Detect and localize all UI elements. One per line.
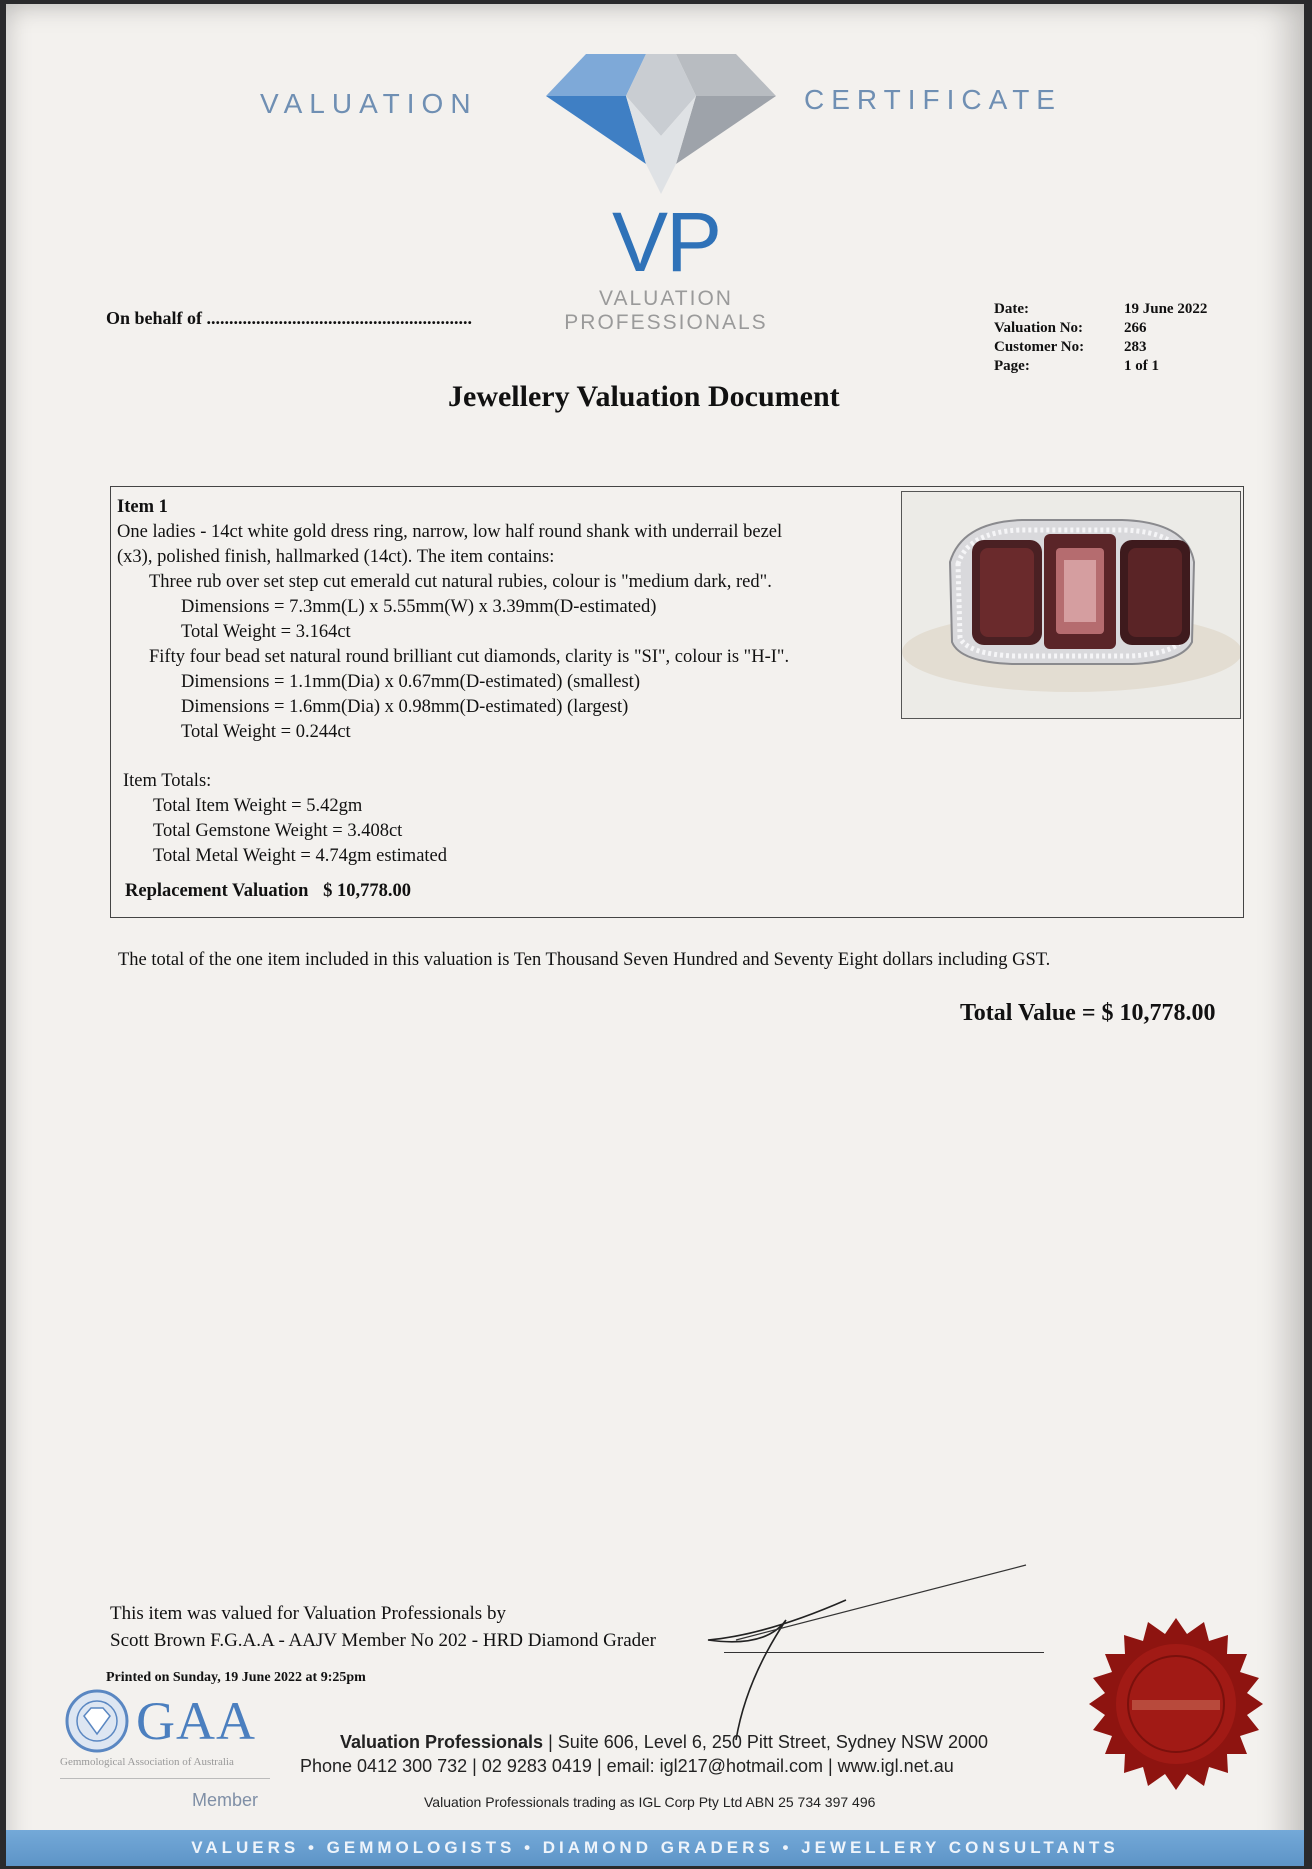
meta-date-value: 19 June 2022 — [1124, 301, 1208, 317]
red-seal-icon — [1084, 1614, 1268, 1798]
footer-band-text: VALUERS • GEMMOLOGISTS • DIAMOND GRADERS • JEWELLERY CONSULTANTS — [191, 1838, 1119, 1857]
footer-band — [6, 1830, 1304, 1866]
valuer-block — [110, 1600, 656, 1654]
ruby-weight: Total Weight = 3.164ct — [181, 622, 351, 642]
ruby-line: Three rub over set step cut emerald cut natural rubies, colour is "medium dark, red". — [149, 572, 772, 592]
total-value: Total Value = $ 10,778.00 — [960, 1000, 1216, 1026]
diamond-dimensions-largest: Dimensions = 1.6mm(Dia) x 0.98mm(D-estimated) (largest) — [181, 697, 629, 717]
meta-valno-value: 266 — [1124, 320, 1147, 336]
meta-block — [994, 300, 1207, 376]
replacement-value: $ 10,778.00 — [323, 881, 411, 901]
item-heading: Item 1 — [117, 497, 168, 517]
meta-date-label: Date: — [994, 301, 1029, 317]
total-metal-weight: Total Metal Weight = 4.74gm estimated — [153, 846, 448, 866]
ring-photo-icon — [902, 492, 1240, 718]
ring-photo — [901, 491, 1241, 719]
meta-page-label: Page: — [994, 358, 1030, 374]
logo-letters: VP — [612, 195, 721, 289]
meta-page-row — [994, 357, 1207, 376]
meta-custno-row — [994, 338, 1207, 357]
diamond-logo-icon — [546, 54, 776, 199]
meta-page-value: 1 of 1 — [1124, 358, 1159, 374]
logo-subtitle-line-2: PROFESSIONALS — [564, 311, 768, 334]
footer-trading: Valuation Professionals trading as IGL Corp Pty Ltd ABN 25 734 397 496 — [424, 1794, 876, 1810]
meta-date-row — [994, 300, 1207, 319]
replacement-label: Replacement Valuation — [125, 881, 309, 901]
meta-custno-value: 283 — [1124, 339, 1147, 355]
footer-contact: Phone 0412 300 732 | 02 9283 0419 | email: igl217@hotmail.com | www.igl.net.au — [300, 1756, 954, 1776]
certificate-page — [6, 4, 1304, 1866]
header-left-word: VALUATION — [260, 88, 478, 119]
footer-address — [340, 1732, 988, 1753]
item-desc-line-2: (x3), polished finish, hallmarked (14ct). The item contains: — [117, 547, 555, 567]
gaa-subtitle: Gemmological Association of Australia — [60, 1756, 234, 1768]
gaa-letters: GAA — [136, 1691, 256, 1751]
summary-text: The total of the one item included in this valuation is Ten Thousand Seven Hundred and Seventy Eight dollars including GST. — [118, 950, 1051, 970]
total-gemstone-weight: Total Gemstone Weight = 3.408ct — [153, 821, 403, 841]
gaa-seal-icon — [64, 1688, 130, 1754]
signature-icon — [706, 1560, 1036, 1760]
footer-address-line: | Suite 606, Level 6, 250 Pitt Street, Sydney NSW 2000 — [543, 1732, 988, 1752]
diamond-dimensions-smallest: Dimensions = 1.1mm(Dia) x 0.67mm(D-estimated) (smallest) — [181, 672, 640, 692]
item-box — [110, 486, 1244, 918]
diamond-weight: Total Weight = 0.244ct — [181, 722, 351, 742]
gaa-member: Member — [192, 1790, 259, 1810]
gaa-divider — [60, 1778, 270, 1779]
printed-timestamp: Printed on Sunday, 19 June 2022 at 9:25pm — [106, 1670, 366, 1685]
valuer-line-2: Scott Brown F.G.A.A - AAJV Member No 202 - HRD Diamond Grader — [110, 1630, 656, 1651]
item-description — [117, 495, 897, 904]
ruby-dimensions: Dimensions = 7.3mm(L) x 5.55mm(W) x 3.39mm(D-estimated) — [181, 597, 657, 617]
footer-company: Valuation Professionals — [340, 1732, 544, 1752]
replacement-valuation — [117, 879, 897, 904]
header-right-word: CERTIFICATE — [804, 84, 1062, 115]
item-desc-line-1: One ladies - 14ct white gold dress ring, narrow, low half round shank with underrail bezel — [117, 522, 783, 542]
logo-subtitle — [561, 287, 771, 335]
meta-custno-label: Customer No: — [994, 339, 1085, 355]
meta-valno-label: Valuation No: — [994, 320, 1084, 336]
valuer-line-1: This item was valued for Valuation Professionals by — [110, 1603, 506, 1624]
on-behalf-of: On behalf of ........................................................... — [106, 308, 473, 328]
total-item-weight: Total Item Weight = 5.42gm — [153, 796, 363, 816]
diamond-line: Fifty four bead set natural round brilliant cut diamonds, clarity is "SI", colour is "H-I". — [149, 647, 790, 667]
meta-valno-row — [994, 319, 1207, 338]
document-title: Jewellery Valuation Document — [448, 380, 840, 413]
logo-subtitle-line-1: VALUATION — [599, 287, 733, 310]
item-totals-heading: Item Totals: — [123, 771, 212, 791]
